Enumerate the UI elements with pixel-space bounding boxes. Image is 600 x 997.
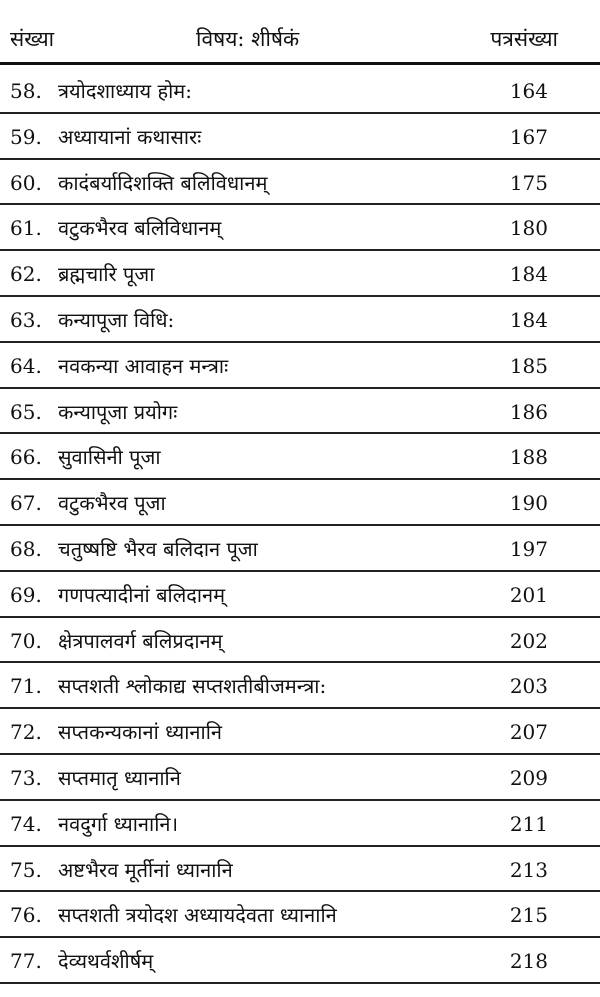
entry-number: 66. [10, 445, 42, 470]
entry-number: 74. [10, 811, 42, 836]
entry-number: 64. [10, 353, 42, 378]
entry-page-number: 164 [509, 79, 548, 103]
contents-entry [0, 663, 600, 709]
entry-number: 71. [10, 674, 42, 699]
entry-number: 62. [10, 262, 42, 287]
contents-entry [0, 892, 600, 938]
contents-entry [0, 572, 600, 618]
entry-page-number: 188 [509, 445, 548, 470]
entry-title: नवकन्या आवाहन मन्त्राः [58, 353, 229, 378]
entry-number: 58. [10, 79, 42, 103]
contents-list [0, 68, 600, 984]
entry-title: अष्टभैरव मूर्तीनां ध्यानानि [58, 857, 233, 882]
contents-entry [0, 389, 600, 435]
entry-page-number: 202 [509, 628, 548, 653]
entry-page-number: 207 [509, 720, 548, 745]
contents-entry [0, 847, 600, 893]
entry-title: सुवासिनी पूजा [58, 445, 161, 470]
contents-entry [0, 755, 600, 801]
entry-title: कन्यापूजा विधि: [58, 307, 175, 332]
entry-number: 70. [10, 628, 42, 653]
entry-number: 76. [10, 903, 42, 928]
entry-title: नवदुर्गा ध्यानानि। [58, 811, 179, 836]
contents-entry [0, 114, 600, 160]
entry-title: सप्तमातृ ध्यानानि [58, 765, 181, 790]
entry-page-number: 211 [509, 811, 548, 836]
entry-number: 77. [10, 949, 42, 974]
entry-number: 67. [10, 491, 42, 516]
contents-entry [0, 480, 600, 526]
entry-title: चतुष्षष्टि भैरव बलिदान पूजा [58, 536, 258, 561]
entry-title: कादंबर्यादिशक्ति बलिविधानम् [58, 170, 268, 195]
contents-entry [0, 343, 600, 389]
entry-number: 68. [10, 536, 42, 561]
entry-page-number: 209 [509, 765, 548, 790]
entry-page-number: 201 [509, 582, 548, 607]
entry-page-number: 167 [509, 124, 548, 149]
page-number-heading: पत्रसंख्या [490, 27, 558, 51]
contents-entry [0, 434, 600, 480]
entry-title: देव्यथर्वशीर्षम् [58, 949, 154, 974]
serial-number-heading: संख्या [10, 27, 55, 51]
contents-entry [0, 709, 600, 755]
contents-entry [0, 618, 600, 664]
entry-page-number: 218 [509, 949, 548, 974]
contents-header [0, 0, 600, 65]
entry-title: वटुकभैरव बलिविधानम् [58, 216, 222, 241]
entry-number: 72. [10, 720, 42, 745]
entry-page-number: 180 [509, 216, 548, 241]
entry-page-number: 197 [509, 536, 548, 561]
subject-title-heading: विषय: शीर्षकं [196, 27, 300, 51]
contents-entry [0, 205, 600, 251]
entry-title: सप्तकन्यकानां ध्यानानि [58, 720, 222, 745]
contents-entry [0, 938, 600, 984]
contents-entry [0, 801, 600, 847]
entry-title: कन्यापूजा प्रयोगः [58, 399, 178, 424]
entry-number: 73. [10, 765, 42, 790]
entry-page-number: 203 [509, 674, 548, 699]
entry-page-number: 186 [509, 399, 548, 424]
entry-title: ब्रह्मचारि पूजा [58, 262, 155, 287]
entry-page-number: 215 [509, 903, 548, 928]
entry-page-number: 185 [509, 353, 548, 378]
entry-number: 69. [10, 582, 42, 607]
contents-entry [0, 68, 600, 114]
entry-title: वटुकभैरव पूजा [58, 491, 166, 516]
contents-entry [0, 160, 600, 206]
entry-number: 59. [10, 124, 42, 149]
contents-entry [0, 526, 600, 572]
entry-number: 60. [10, 170, 42, 195]
entry-title: सप्तशती श्लोकाद्य सप्तशतीबीजमन्त्रा: [58, 674, 327, 699]
entry-title: गणपत्यादीनां बलिदानम् [58, 582, 226, 607]
contents-entry [0, 297, 600, 343]
entry-page-number: 190 [509, 491, 548, 516]
entry-number: 61. [10, 216, 42, 241]
entry-title: त्रयोदशाध्याय होम: [58, 79, 192, 103]
contents-entry [0, 251, 600, 297]
entry-page-number: 213 [509, 857, 548, 882]
entry-number: 75. [10, 857, 42, 882]
entry-number: 63. [10, 307, 42, 332]
entry-page-number: 184 [509, 307, 548, 332]
entry-title: सप्तशती त्रयोदश अध्यायदेवता ध्यानानि [58, 903, 337, 928]
entry-page-number: 184 [509, 262, 548, 287]
entry-title: अध्यायानां कथासारः [58, 124, 202, 149]
entry-title: क्षेत्रपालवर्ग बलिप्रदानम् [58, 628, 223, 653]
entry-number: 65. [10, 399, 42, 424]
entry-page-number: 175 [509, 170, 548, 195]
